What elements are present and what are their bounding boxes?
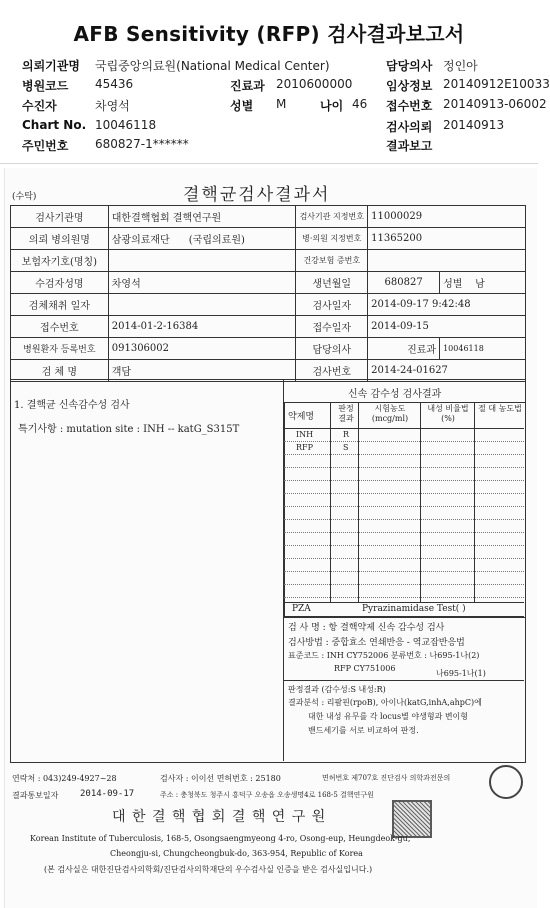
row-separator — [284, 493, 524, 494]
cell-value: 2014-01-2-16384 — [108, 316, 296, 338]
english-address-2: Cheongju-si, Chungcheongbuk-do, 363-954, Republic of Korea — [110, 849, 363, 858]
table-row — [11, 250, 526, 272]
label-age: 나이 — [320, 99, 344, 113]
test-item: 1. 결핵균 신속감수성 검사 — [14, 400, 130, 411]
clinical-info: 20140912E10033 — [443, 77, 550, 91]
header-verdict: 판정 결과 — [338, 404, 354, 423]
sensitivity-table — [284, 402, 526, 618]
organization-name: 대 한 결 핵 협 회 결 핵 연 구 원 — [112, 809, 327, 825]
cell-label: 건강보험 증번호 — [296, 250, 368, 272]
label-department: 진료과 — [230, 79, 265, 93]
request-date: 20140913 — [443, 118, 505, 132]
cell-label: 검사일자 — [296, 294, 368, 316]
table-row — [11, 316, 526, 338]
cell-value: 680827 — [368, 272, 440, 294]
result-rfp: S — [343, 443, 349, 452]
cell-value — [368, 250, 526, 272]
divider — [420, 402, 421, 602]
cell-value: 2014-09-17 9:42:48 — [368, 294, 526, 316]
cell-label: 검사기관 지정번호 — [296, 206, 368, 228]
divider — [284, 680, 524, 681]
patient-name: 차영석 — [95, 99, 130, 113]
cell-label: 접수번호 — [11, 316, 109, 338]
report-date: 2014-09-17 — [80, 789, 135, 799]
method-code-2: RFP CY751006 — [334, 664, 396, 673]
cell-label: 검체채취 일자 — [11, 294, 109, 316]
pza-value: Pyrazinamidase Test( ) — [362, 604, 466, 614]
table-row — [11, 338, 526, 360]
analysis-line-2: 대한 내성 유무를 각 locus별 야생형과 변이형 — [308, 712, 469, 721]
english-address-1: Korean Institute of Tuberculosis, 168-5, Osongsaengmyeong 4-ro, Osong-eup, Heungdeok-gu, — [30, 834, 411, 843]
row-separator — [284, 506, 524, 507]
cell-label: 접수일자 — [296, 316, 368, 338]
cell-value: 2014-09-15 — [368, 316, 526, 338]
doctor-name: 정인아 — [443, 59, 478, 73]
drug-rfp: RFP — [296, 443, 313, 452]
drug-inh: INH — [296, 430, 314, 439]
cell-value: 091306002 — [108, 338, 296, 360]
analysis-line-1: 결과분석 : 리팜핀(rpoB), 아이나(katG,inhA,ahpC)에 — [288, 698, 482, 707]
label-clinical-info: 임상정보 — [386, 79, 433, 93]
table-row — [11, 294, 526, 316]
special-note: 특기사항 : mutation site : INH -- katG_S315T — [18, 424, 240, 435]
divider — [284, 602, 524, 603]
row-separator — [284, 597, 524, 598]
cell-label: 검사기관명 — [11, 206, 109, 228]
chart-no: 10046118 — [95, 118, 157, 132]
table-row — [11, 206, 526, 228]
official-seal — [392, 800, 432, 838]
receipt-no: 20140913-06002 — [443, 97, 547, 111]
label-resident-no: 주민번호 — [22, 139, 69, 153]
divider — [358, 402, 359, 602]
sex-label: 성별 — [443, 279, 463, 290]
requesting-hospital: 삼광의료재단 — [111, 235, 170, 246]
cell-label: 검사번호 — [296, 360, 368, 382]
requesting-institution: 국립중앙의료원(National Medical Center) — [95, 59, 330, 73]
cell-label: 검 체 명 — [11, 360, 109, 382]
header-drug: 약제명 — [288, 412, 315, 422]
divider — [474, 402, 475, 602]
patient-info-table — [10, 205, 526, 382]
divider — [284, 428, 524, 429]
department-code: 2010600000 — [276, 77, 353, 91]
header-absolute: 절 대 농도법 — [478, 404, 522, 413]
cell-label: 의뢰 병의원명 — [11, 228, 109, 250]
table-row — [11, 272, 526, 294]
table-row — [11, 228, 526, 250]
cell-label: 수검자성명 — [11, 272, 109, 294]
cell-value: 2014-24-01627 — [368, 360, 526, 382]
cell-value — [108, 228, 296, 250]
sensitivity-title: 신속 감수성 검사결과 — [348, 389, 442, 400]
contact: 연락처 : 043)249-4927~28 — [12, 774, 117, 783]
method-procedure: 검사방법 : 중합효소 연쇄반응 - 역교잡반응법 — [288, 638, 465, 648]
row-separator — [284, 545, 524, 546]
report-title: AFB Sensitivity (RFP) 검사결과보고서 — [73, 22, 465, 46]
form-number: (수탁) — [12, 192, 37, 202]
header-divider — [0, 163, 538, 164]
cell-value: 11000029 — [368, 206, 526, 228]
cell-value: 객담 — [108, 360, 296, 382]
certification: (본 검사실은 대한진단검사의학회/진단검사의학재단의 우수검사실 인증을 받은 검사실입니다.) — [44, 865, 373, 874]
label-result-report: 결과보고 — [386, 139, 433, 153]
row-separator — [284, 558, 524, 559]
cell-label: 병원환자 등록번호 — [11, 338, 109, 360]
cell-value: 대한결핵협회 결핵연구원 — [108, 206, 296, 228]
resident-no: 680827-1****** — [95, 137, 189, 151]
method-code-1: 표준코드 : INH CY752006 분류번호 : 나695-1나(2) — [288, 651, 480, 660]
row-separator — [284, 467, 524, 468]
document-title: 결핵균검사결과서 — [183, 185, 331, 205]
label-chart-no: Chart No. — [22, 118, 87, 132]
label-requesting-institution: 의뢰기관명 — [22, 59, 80, 73]
cell-label: 생년월일 — [296, 272, 368, 294]
row-separator — [284, 454, 524, 455]
verdict-legend: 판정결과 (감수성:S 내성:R) — [288, 685, 386, 694]
divider — [330, 402, 331, 602]
doctor-stamp — [489, 765, 523, 799]
row-separator — [284, 571, 524, 572]
method-name: 검 사 명 : 항 결핵약제 신속 감수성 검사 — [288, 623, 445, 633]
cell-label: 진료과 — [368, 338, 440, 360]
row-separator — [284, 441, 524, 442]
patient-age: 46 — [352, 97, 368, 111]
label-request-date: 검사의뢰 — [386, 120, 433, 134]
label-receipt-no: 접수번호 — [386, 99, 433, 113]
sex-value: 남 — [475, 279, 485, 290]
label-sex: 성별 — [230, 99, 254, 113]
row-separator — [284, 480, 524, 481]
method-code-3: 나695-1나(1) — [436, 669, 486, 678]
result-inh: R — [343, 430, 350, 439]
label-doctor: 담당의사 — [386, 59, 433, 73]
cell-value — [108, 250, 296, 272]
cell-value: 10046118 — [440, 338, 526, 360]
cell-value — [440, 272, 526, 294]
label-hospital-code: 병원코드 — [22, 79, 69, 93]
hospital-code: 45436 — [95, 77, 134, 91]
cell-value: 11365200 — [368, 228, 526, 250]
divider — [284, 616, 524, 617]
cell-label: 병·의원 지정번호 — [296, 228, 368, 250]
cell-value: 차영석 — [108, 272, 296, 294]
cell-label: 보험자기호(명칭) — [11, 250, 109, 272]
report-date-label: 결과통보일자 — [12, 791, 59, 800]
cell-value — [108, 294, 296, 316]
patient-sex: M — [276, 97, 287, 111]
label-patient: 수진자 — [22, 99, 57, 113]
tester: 검사자 : 이이선 면허번호 : 25180 — [160, 774, 281, 783]
requesting-hospital-note: (국립의료원) — [188, 235, 245, 246]
pza-label: PZA — [292, 604, 311, 614]
row-separator — [284, 519, 524, 520]
header-concentration: 시험농도 (mcg/ml) — [371, 404, 409, 423]
cell-label: 담당의사 — [296, 338, 368, 360]
header-ratio: 내성 비율법(%) — [427, 404, 469, 423]
row-separator — [284, 584, 524, 585]
row-separator — [284, 532, 524, 533]
address: 주소 : 충청북도 청주시 흥덕구 오송읍 오송생명4로 168-5 결핵연구원 — [160, 791, 374, 799]
analysis-line-3: 밴드세기를 서로 비교하여 판정. — [308, 726, 419, 735]
license: 면허번호 제707호 진단검사 의학과전문의 — [322, 774, 451, 782]
